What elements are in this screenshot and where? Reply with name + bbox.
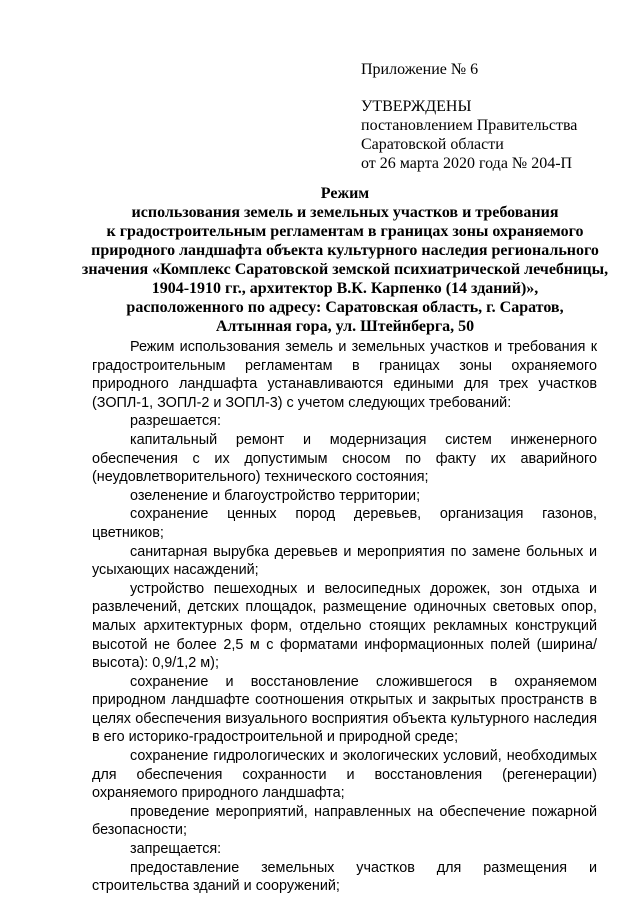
title-line: природного ландшафта объекта культурного наследия регионального <box>91 242 599 259</box>
title-line: 1904-1910 гг., архитектор В.К. Карпенко (14 зданий)», <box>151 280 539 297</box>
body-paragraph: капитальный ремонт и модернизация систем инженерного обеспечения с их допустимым сносом по факту их аварийного (неудовлетворительного) технического состояния; <box>92 431 597 486</box>
body-paragraph: сохранение гидрологических и экологических условий, необходимых для обеспечения сохранности и восстановления (регенерации) охраняемого природного ландшафта; <box>92 748 597 802</box>
body-paragraph: проведение мероприятий, направленных на обеспечение пожарной безопасности; <box>92 803 597 839</box>
body-paragraph: санитарная вырубка деревьев и мероприятия по замене больных и усыхающих насаждений; <box>92 543 597 579</box>
body-paragraph: сохранение и восстановление сложившегося в охраняемом природном ландшафте соотношения открытых и закрытых пространств в целях обеспечения визуального восприятия объекта культурного наследия в его историко-градостроительной и природной среде; <box>92 673 597 746</box>
body-paragraph: предоставление земельных участков для размещения и строительства зданий и сооружений; <box>92 859 597 895</box>
body-paragraph: сохранение ценных пород деревьев, организация газонов, цветников; <box>92 506 597 541</box>
approved-date: от 26 марта 2020 года № 204-П <box>361 155 573 172</box>
approval-block <box>361 60 611 173</box>
title-line: Режим <box>320 185 370 202</box>
body-paragraph: запрещается: <box>130 841 222 858</box>
approved-by-line-2: Саратовской области <box>361 136 504 153</box>
approved-by-line-1: постановлением Правительства <box>361 117 578 134</box>
title-line: расположенного по адресу: Саратовская область, г. Саратов, <box>126 299 564 316</box>
body-paragraph: озеленение и благоустройство территории; <box>130 487 421 504</box>
annex-number: Приложение № 6 <box>361 61 479 78</box>
title-line: к градостроительным регламентам в границах зоны охраняемого <box>106 223 584 240</box>
document-body <box>92 338 597 896</box>
title-line: значения «Комплекс Саратовской земской психиатрической лечебницы, <box>81 261 609 278</box>
approved-heading: УТВЕРЖДЕНЫ <box>361 98 472 115</box>
title-line: использования земель и земельных участков и требования <box>131 204 559 221</box>
document-title <box>80 184 610 336</box>
body-paragraph: Режим использования земель и земельных участков и требования к градостроительным регламентам в границах зоны охраняемого природного ландшафта устанавливаются едиными для трех участков (ЗОПЛ-1, ЗОПЛ-2 и ЗОПЛ-3) с учетом следующих требований: <box>92 339 597 411</box>
title-line: Алтынная гора, ул. Штейнберга, 50 <box>215 318 475 335</box>
body-paragraph: устройство пешеходных и велосипедных дорожек, зон отдыха и развлечений, детских площадок, размещение одиночных световых опор, малых архитектурных форм, отдельно стоящих рекламных конструкций высотой не более 2,5 м с форматами информационных полей (ширина/высота): 0,9/1,2 м); <box>92 580 597 672</box>
body-paragraph: разрешается: <box>130 413 221 430</box>
